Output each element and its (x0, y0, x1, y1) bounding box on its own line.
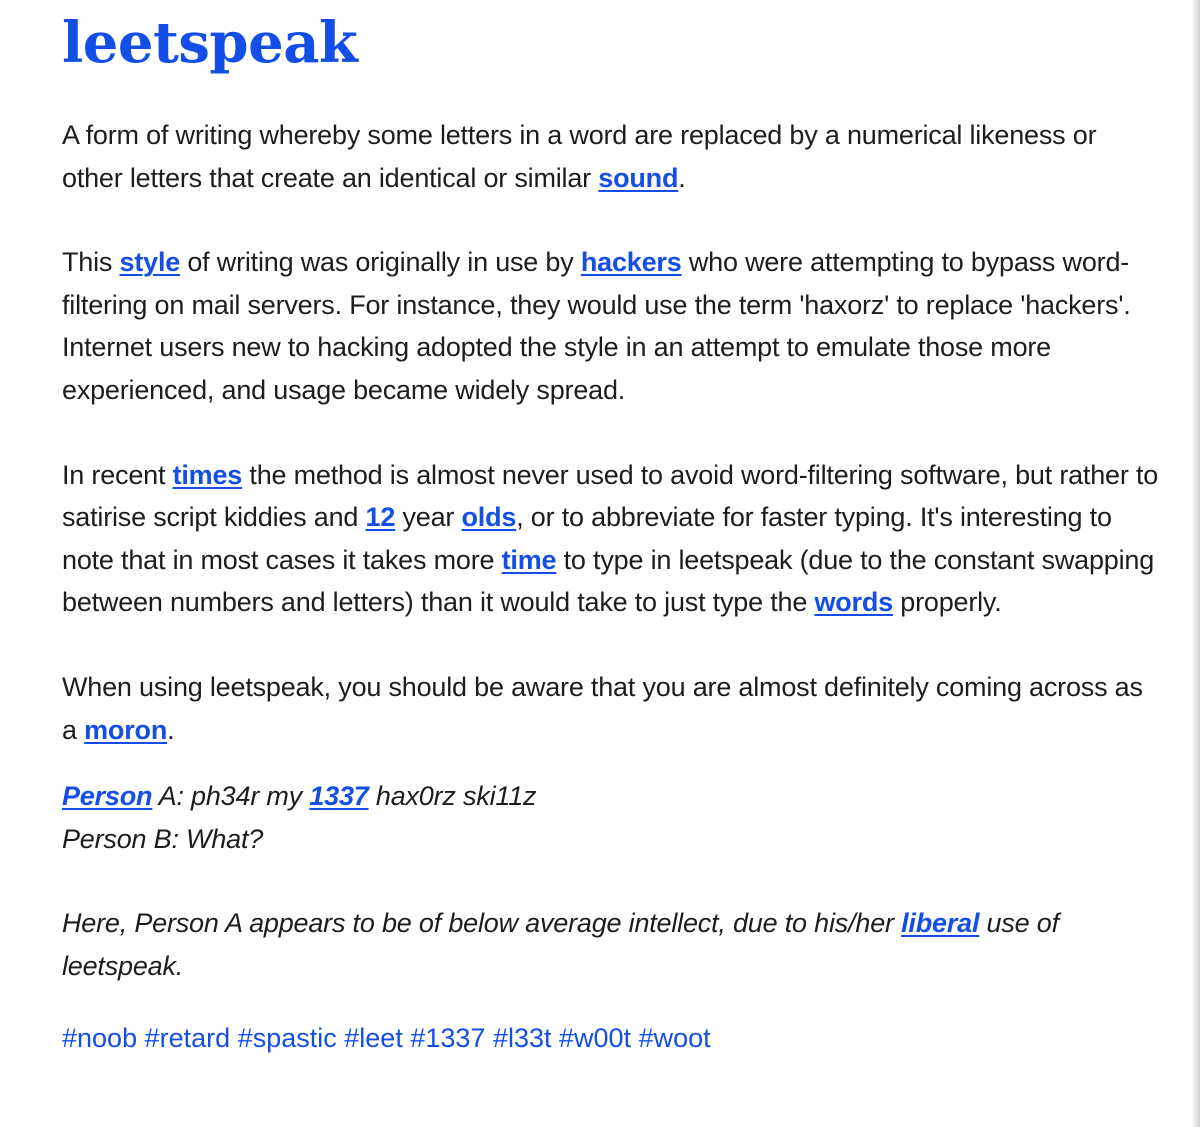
meaning-text: to type in leetspeak (due to the constant swapping between numbers and letters) than it would take to just type the (62, 544, 1155, 618)
definition-word-link[interactable]: leetspeak (62, 10, 358, 76)
tag-link[interactable]: #1337 (410, 1022, 486, 1053)
term-link-olds[interactable]: olds (461, 502, 517, 533)
example-line-1 (62, 775, 1162, 818)
example-text: Here, Person A appears to be of below average intellect, due to his/her (62, 908, 902, 939)
meaning-text: of writing was originally in use by (180, 247, 581, 278)
example-line-3 (62, 902, 1162, 987)
meaning-text: When using leetspeak, you should be aware that you are almost definitely coming across as a (62, 671, 1143, 745)
meaning-text: who were attempting to bypass word-filtering on mail servers. For instance, they would use the term 'haxorz' to replace 'hackers'. Internet users new to hacking adopted the style in an attempt to emulate those more experienced, and usage became widely spread. (62, 247, 1131, 405)
definition-meaning (62, 114, 1162, 751)
term-link-1337[interactable]: 1337 (309, 781, 369, 812)
example-text: use of leetspeak. (62, 908, 1059, 981)
example-text: hax0rz ski11z (368, 781, 537, 812)
term-link-time[interactable]: time (501, 544, 557, 575)
meaning-text: year (395, 502, 462, 533)
example-spacer (62, 860, 1162, 902)
term-link-sound[interactable]: sound (598, 162, 679, 193)
meaning-paragraph-3 (62, 454, 1162, 624)
tag-link[interactable]: #l33t (492, 1022, 552, 1053)
window-edge-shadow (1191, 0, 1200, 1127)
example-text: A: ph34r my (152, 781, 310, 812)
tag-link[interactable]: #woot (638, 1022, 711, 1053)
term-link-person[interactable]: Person (62, 781, 153, 812)
term-link-12[interactable]: 12 (365, 502, 396, 533)
tag-link[interactable]: #leet (344, 1022, 403, 1053)
term-link-times[interactable]: times (172, 459, 243, 490)
meaning-text: . (167, 714, 175, 745)
meaning-text: the method is almost never used to avoid word-filtering software, but rather to satirise script kiddies and (62, 459, 1159, 533)
meaning-paragraph-1 (62, 114, 1162, 199)
meaning-text: A form of writing whereby some letters in a word are replaced by a numerical likeness or other letters that create an identical or similar (62, 120, 1097, 193)
term-link-moron[interactable]: moron (84, 714, 168, 745)
meaning-text: . (678, 162, 686, 193)
meaning-paragraph-4 (62, 666, 1162, 751)
meaning-text: In recent (62, 459, 173, 490)
meaning-text: , or to abbreviate for faster typing. It's interesting to note that in most cases it takes more (62, 502, 1112, 575)
tag-link[interactable]: #spastic (237, 1022, 337, 1053)
example-line-2: Person B: What? (62, 823, 264, 854)
term-link-hackers[interactable]: hackers (580, 247, 682, 278)
meaning-text: properly. (892, 587, 1002, 618)
definition-card (62, 0, 1162, 1058)
definition-example (62, 775, 1162, 987)
tag-link[interactable]: #noob (62, 1022, 138, 1053)
term-link-style[interactable]: style (119, 247, 181, 278)
tag-link[interactable]: #w00t (559, 1022, 632, 1053)
tag-list (62, 1018, 1162, 1058)
tag-link[interactable]: #retard (144, 1022, 231, 1053)
term-link-words[interactable]: words (814, 587, 893, 618)
term-link-liberal[interactable]: liberal (901, 908, 980, 939)
meaning-paragraph-2 (62, 241, 1162, 411)
meaning-text: This (62, 247, 120, 278)
